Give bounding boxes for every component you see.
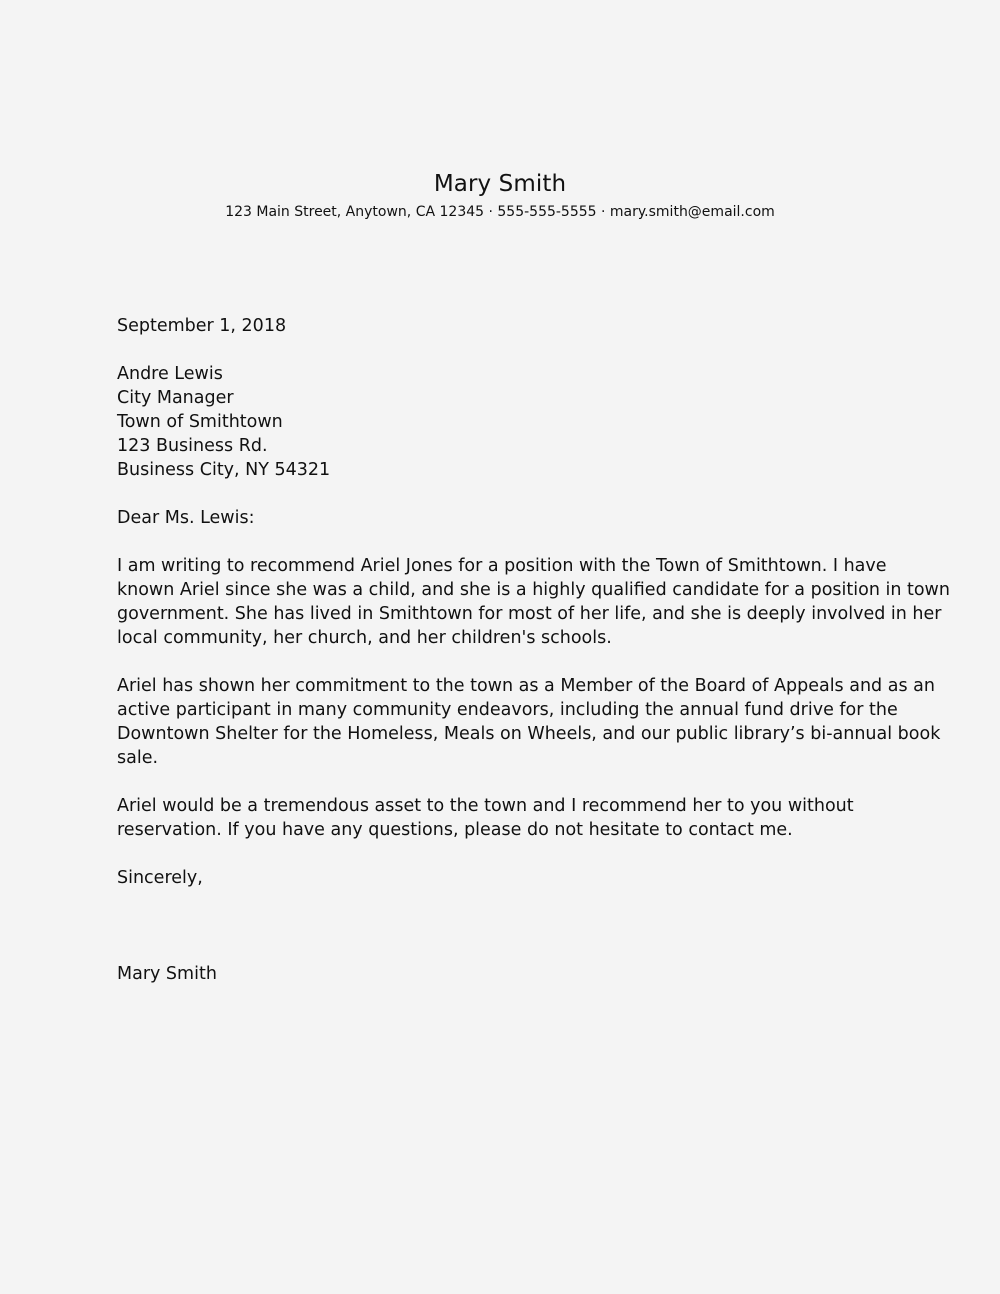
paragraph-line: reservation. If you have any questions, please do not hesitate to contact me. xyxy=(117,820,793,840)
letter-body xyxy=(117,314,950,986)
paragraph-line: local community, her church, and her children's schools. xyxy=(117,628,612,648)
recipient-title: City Manager xyxy=(117,388,234,408)
sender-contact: 123 Main Street, Anytown, CA 12345 · 555-555-5555 · mary.smith@email.com xyxy=(225,204,775,220)
letter-date: September 1, 2018 xyxy=(117,316,287,336)
recipient-name: Andre Lewis xyxy=(117,364,223,384)
paragraph-line: Ariel has shown her commitment to the town as a Member of the Board of Appeals and as an xyxy=(117,676,935,696)
salutation: Dear Ms. Lewis: xyxy=(117,508,255,528)
recipient-organization: Town of Smithtown xyxy=(117,412,283,432)
paragraph-line: active participant in many community endeavors, including the annual fund drive for the xyxy=(117,700,898,720)
letter-header xyxy=(0,168,1000,222)
paragraph-line: Downtown Shelter for the Homeless, Meals on Wheels, and our public library’s bi-annual book xyxy=(117,724,941,744)
body-paragraph-1 xyxy=(117,554,950,650)
paragraph-line: I am writing to recommend Ariel Jones for a position with the Town of Smithtown. I have xyxy=(117,556,887,576)
signature-name: Mary Smith xyxy=(117,964,217,984)
recipient-address xyxy=(117,362,892,482)
recipient-street: 123 Business Rd. xyxy=(117,436,268,456)
sender-name: Mary Smith xyxy=(433,171,567,197)
paragraph-line: sale. xyxy=(117,748,159,768)
closing: Sincerely, xyxy=(117,868,203,888)
paragraph-line: Ariel would be a tremendous asset to the town and I recommend her to you without xyxy=(117,796,854,816)
recipient-city: Business City, NY 54321 xyxy=(117,460,331,480)
paragraph-line: government. She has lived in Smithtown for most of her life, and she is deeply involved in her xyxy=(117,604,942,624)
paragraph-line: known Ariel since she was a child, and she is a highly qualified candidate for a position in town xyxy=(117,580,950,600)
body-paragraph-2 xyxy=(117,674,941,770)
body-paragraph-3 xyxy=(117,794,892,842)
